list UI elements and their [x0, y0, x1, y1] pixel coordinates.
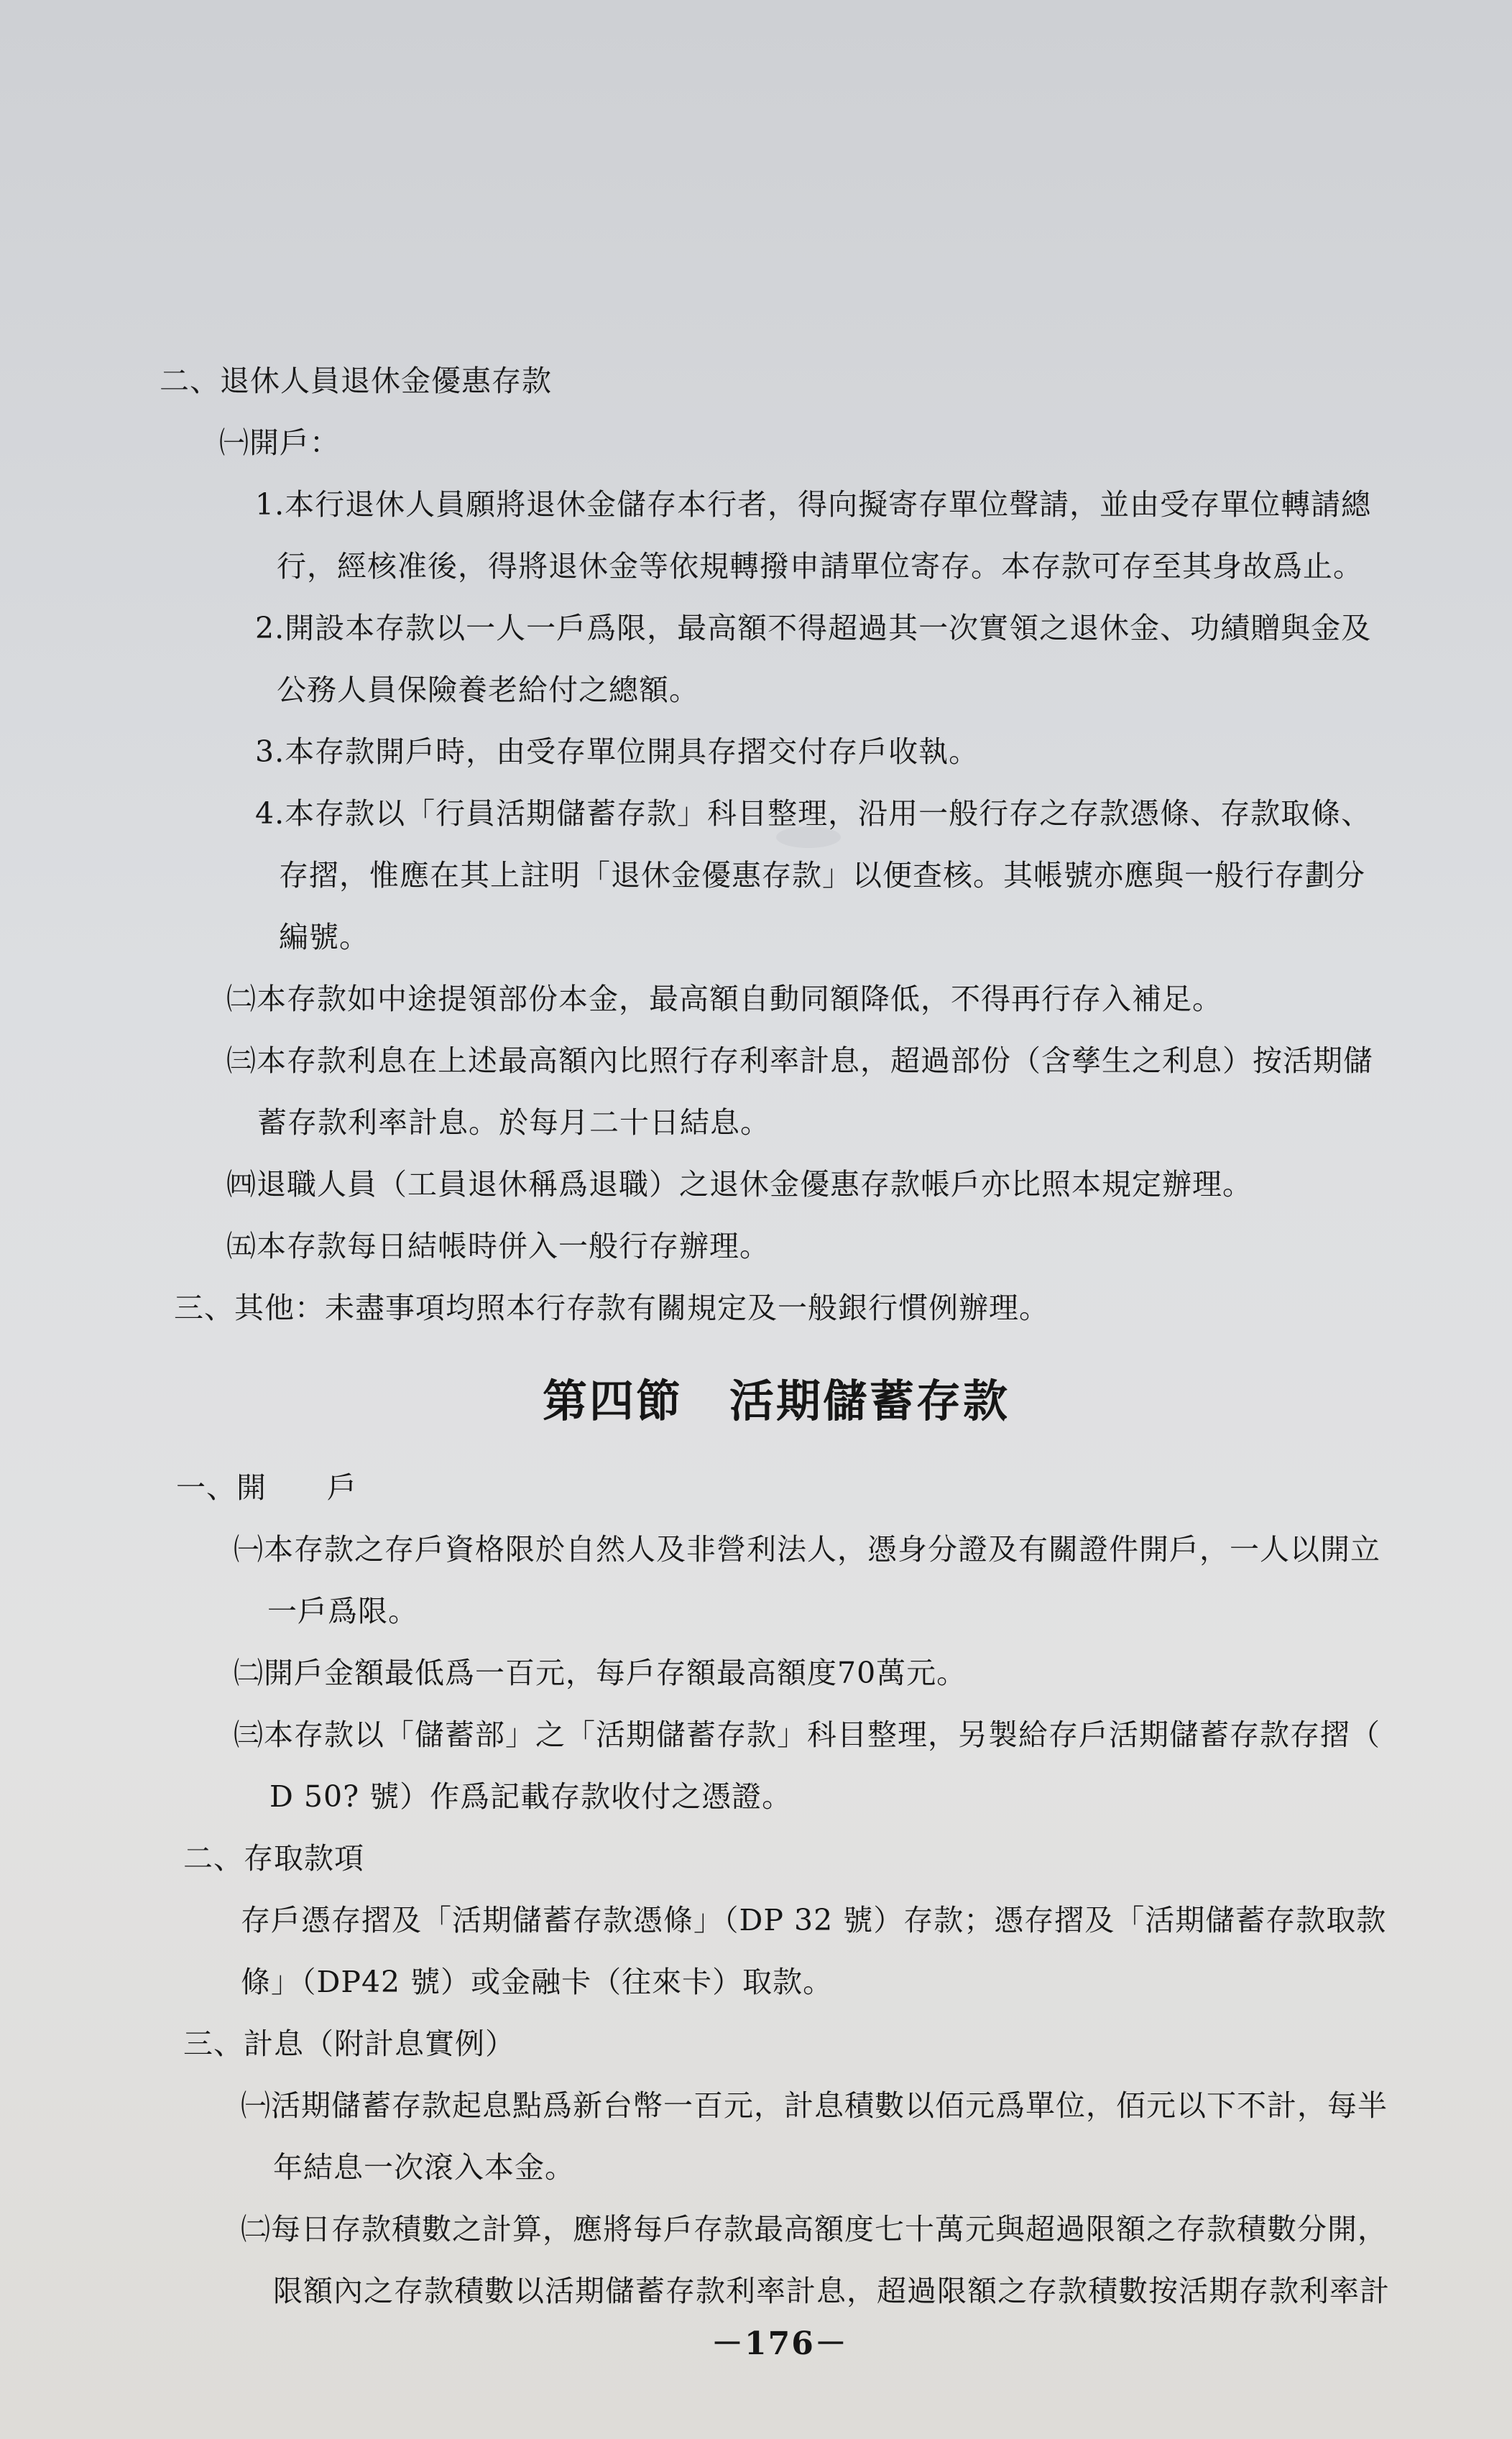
sub-2-text-line-2: 條」（DP42 號）或金融卡（往來卡）取款。 — [241, 1965, 834, 1999]
sub-3-item-1-line-1: ㈠活期儲蓄存款起息點爲新台幣一百元，計息積數以佰元爲單位，佰元以下不計，每半 — [241, 2088, 1388, 2123]
sub-1-item-3-line-1: ㈢本存款以「儲蓄部」之「活期儲蓄存款」科目整理，另製給存戶活期儲蓄存款存摺（ — [234, 1718, 1380, 1752]
sub-3-heading: 三、計息（附計息實例） — [183, 2027, 515, 2061]
sub-3-item-1-line-2: 年結息一次滾入本金。 — [273, 2150, 575, 2185]
sub-3-item-2-line-2: 限額內之存款積數以活期儲蓄存款利率計息，超過限額之存款積數按活期存款利率計 — [273, 2274, 1390, 2308]
sub-2-heading: 二、存取款項 — [183, 1841, 364, 1876]
page-number: －176－ — [711, 2325, 848, 2362]
item-5: ㈤本存款每日結帳時併入一般行存辦理。 — [226, 1229, 770, 1263]
item-3-line-2: 蓄存款利率計息。於每月二十日結息。 — [257, 1105, 770, 1140]
sub-1-item-1-line-1: ㈠本存款之存戶資格限於自然人及非營利法人，憑身分證及有關證件開戶，一人以開立 — [234, 1532, 1380, 1567]
item-2: ㈡本存款如中途提領部份本金，最高額自動同額降低，不得再行存入補足。 — [226, 982, 1222, 1016]
clause-1-line-1: 1.本行退休人員願將退休金儲存本行者，得向擬寄存單位聲請，並由受存單位轉請總 — [255, 487, 1372, 522]
item-3-line-1: ㈢本存款利息在上述最高額內比照行存利率計息，超過部份（含孳生之利息）按活期儲 — [226, 1043, 1373, 1078]
section-3-other: 三、其他：未盡事項均照本行存款有關規定及一般銀行慣例辦理。 — [174, 1291, 1049, 1325]
section-2-heading: 二、退休人員退休金優惠存款 — [160, 364, 552, 398]
clause-3: 3.本存款開戶時，由受存單位開具存摺交付存戶收執。 — [255, 734, 979, 769]
sub-1-item-3-line-2: D 50? 號）作爲記載存款收付之憑證。 — [269, 1779, 793, 1814]
sub-1-heading: 一、開 戶 — [176, 1470, 357, 1505]
item-4: ㈣退職人員（工員退休稱爲退職）之退休金優惠存款帳戶亦比照本規定辦理。 — [226, 1167, 1253, 1202]
clause-4-line-2: 存摺，惟應在其上註明「退休金優惠存款」以便查核。其帳號亦應與一般行存劃分 — [279, 858, 1365, 893]
clause-1-line-2: 行，經核准後，得將退休金等依規轉撥申請單位寄存。本存款可存至其身故爲止。 — [277, 549, 1363, 584]
sub-1-item-2: ㈡開戶金額最低爲一百元，每戶存額最高額度70萬元。 — [234, 1656, 967, 1690]
chapter-title: 第四節 活期儲蓄存款 — [543, 1375, 1010, 1427]
clause-2-line-1: 2.開設本存款以一人一戶爲限，最高額不得超過其一次實領之退休金、功績贈與金及 — [255, 611, 1372, 645]
sub-3-item-2-line-1: ㈡每日存款積數之計算，應將每戶存款最高額度七十萬元與超過限額之存款積數分開， — [241, 2212, 1388, 2246]
clause-4-line-1: 4.本存款以「行員活期儲蓄存款」科目整理，沿用一般行存之存款憑條、存款取條、 — [255, 796, 1372, 831]
clause-2-line-2: 公務人員保險養老給付之總額。 — [277, 673, 699, 707]
item-open-account: ㈠開戶： — [219, 425, 340, 460]
clause-4-line-3: 編號。 — [279, 920, 369, 954]
sub-2-text-line-1: 存戶憑存摺及「活期儲蓄存款憑條」（DP 32 號）存款；憑存摺及「活期儲蓄存款取款 — [241, 1903, 1387, 1937]
sub-1-item-1-line-2: 一戶爲限。 — [267, 1594, 418, 1628]
